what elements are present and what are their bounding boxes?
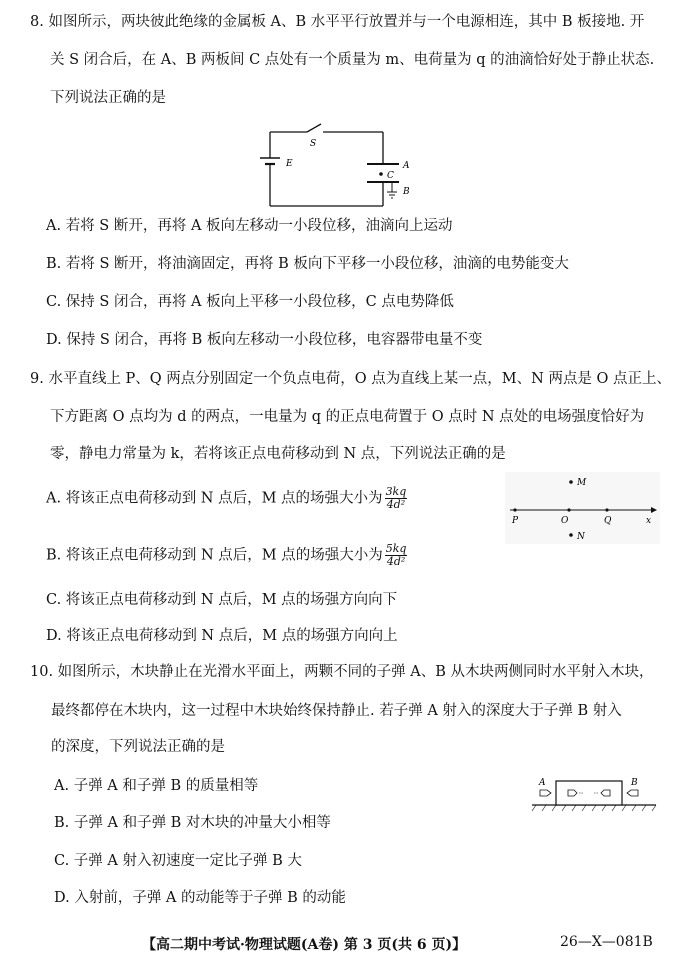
q9-option-a-text: A. 将该正点电荷移动到 N 点后，M 点的场强大小为 — [46, 490, 383, 507]
footer-code: 26—X—081B — [560, 934, 653, 950]
q10-option-b: B. 子弹 A 和子弹 B 对木块的冲量大小相等 — [54, 815, 331, 831]
q10-option-c: C. 子弹 A 射入初速度一定比子弹 B 大 — [54, 853, 302, 869]
q10-option-d: D. 入射前，子弹 A 的动能等于子弹 B 的动能 — [54, 890, 346, 906]
q8-option-d: D. 保持 S 闭合，再将 B 板向左移动一小段位移，电容器带电量不变 — [46, 332, 483, 348]
q9-option-b-fraction — [385, 543, 408, 568]
q8-circuit-diagram — [255, 122, 425, 212]
q9-charge-diagram — [505, 472, 660, 544]
q8-stem-line-1: 8. 如图所示，两块彼此绝缘的金属板 A、B 水平平行放置并与一个电源相连，其中 B 板接地. 开 — [30, 14, 645, 30]
q9-option-a — [46, 486, 407, 511]
point-c-label: C — [387, 171, 394, 181]
q9-stem-line-1: 9. 水平直线上 P、Q 两点分别固定一个负点电荷，O 点为直线上某一点，M、N 两点是 O 点正上、 — [30, 371, 672, 387]
q8-option-c: C. 保持 S 闭合，再将 A 板向上平移一小段位移，C 点电势降低 — [46, 294, 454, 310]
bullet-a-label: A — [539, 778, 546, 788]
q8-stem-line-2: 关 S 闭合后，在 A、B 两板间 C 点处有一个质量为 m、电荷量为 q 的油滴恰好处于静止状态. — [50, 52, 655, 68]
footer-title: 【高二期中考试·物理试题(A卷) 第 3 页(共 6 页)】 — [142, 937, 467, 953]
q9-option-b — [46, 543, 407, 568]
q8-stem-line-3: 下列说法正确的是 — [50, 90, 166, 106]
q10-stem-line-3: 的深度，下列说法正确的是 — [51, 739, 225, 755]
point-n-label: N — [577, 532, 585, 542]
q9-option-b-denominator: 4d² — [386, 555, 406, 568]
point-q-label: Q — [604, 516, 612, 526]
plate-a-label: A — [403, 161, 410, 171]
q9-stem-line-2: 下方距离 O 点均为 d 的两点，一电量为 q 的正点电荷置于 O 点时 N 点处的电场强度恰好为 — [50, 409, 645, 425]
switch-label: S — [310, 139, 317, 149]
q9-option-a-denominator: 4d² — [386, 498, 406, 511]
q9-option-d: D. 将该正点电荷移动到 N 点后，M 点的场强方向向上 — [46, 628, 398, 644]
q10-option-a: A. 子弹 A 和子弹 B 的质量相等 — [54, 778, 259, 794]
source-label: E — [286, 159, 293, 169]
point-o-label: O — [561, 516, 569, 526]
q10-stem-line-1: 10. 如图所示，木块静止在光滑水平面上，两颗不同的子弹 A、B 从木块两侧同时水平射入木块， — [30, 664, 654, 680]
q8-option-a: A. 若将 S 断开，再将 A 板向左移动一小段位移，油滴向上运动 — [46, 218, 453, 234]
point-m-label: M — [577, 478, 587, 488]
q9-stem-line-3: 零，静电力常量为 k，若将该正点电荷移动到 N 点，下列说法正确的是 — [50, 446, 506, 462]
q9-option-b-numerator: 5kq — [385, 542, 407, 555]
q9-option-b-text: B. 将该正点电荷移动到 N 点后，M 点的场强大小为 — [46, 547, 383, 564]
q9-option-a-fraction — [385, 486, 408, 511]
bullet-b-label: B — [631, 778, 638, 788]
q8-option-b: B. 若将 S 断开，将油滴固定，再将 B 板向下平移一小段位移，油滴的电势能变大 — [46, 256, 569, 272]
q9-option-a-numerator: 3kq — [385, 485, 407, 498]
q10-block-diagram — [530, 773, 660, 813]
q9-option-c: C. 将该正点电荷移动到 N 点后，M 点的场强方向向下 — [46, 592, 398, 608]
x-axis-label: x — [646, 516, 652, 526]
q10-stem-line-2: 最终都停在木块内，这一过程中木块始终保持静止. 若子弹 A 射入的深度大于子弹 B 射入 — [51, 703, 622, 719]
point-p-label: P — [512, 516, 519, 526]
plate-b-label: B — [403, 187, 410, 197]
